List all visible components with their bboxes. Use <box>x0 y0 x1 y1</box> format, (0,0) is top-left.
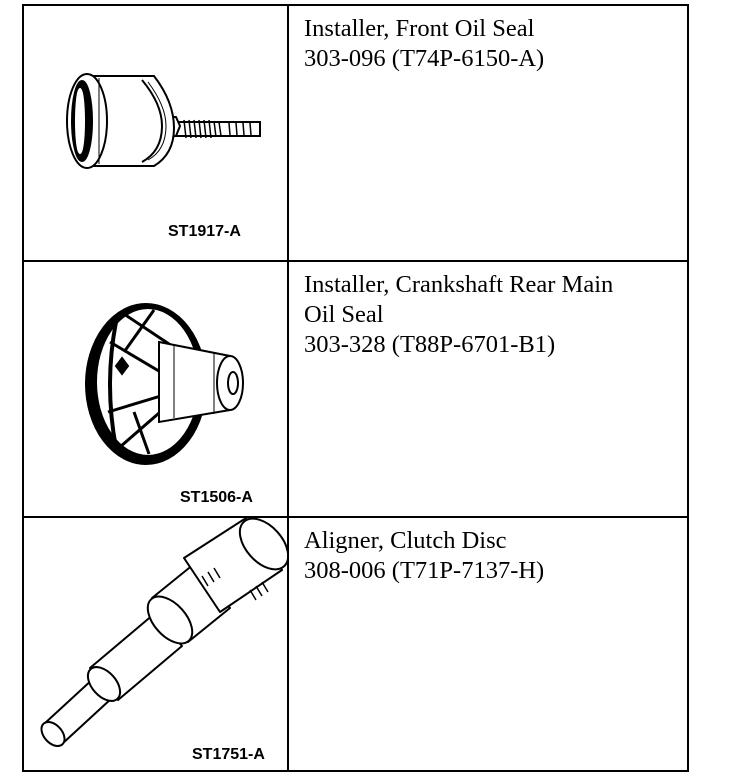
tool-figure-cell <box>24 262 289 516</box>
special-tools-table <box>22 4 689 772</box>
figure-code: ST1506-A <box>180 489 253 506</box>
clutch-disc-aligner-icon <box>24 518 287 768</box>
tool-name: Installer, Crankshaft Rear Main <box>304 271 614 298</box>
rear-main-oil-seal-installer-icon <box>24 262 287 516</box>
table-row <box>24 518 687 770</box>
front-oil-seal-installer-icon <box>24 6 287 260</box>
tool-description-cell <box>289 6 687 260</box>
tool-name: Installer, Front Oil Seal <box>304 15 535 42</box>
tool-name-continued: Oil Seal <box>304 301 384 328</box>
tool-number: 303-328 (T88P-6701-B1) <box>304 331 556 358</box>
figure-code: ST1917-A <box>168 223 241 240</box>
table-row <box>24 262 687 518</box>
table-row <box>24 6 687 262</box>
tool-name: Aligner, Clutch Disc <box>304 527 507 554</box>
figure-code: ST1751-A <box>192 746 265 763</box>
tool-figure-cell <box>24 518 289 770</box>
tool-figure-cell <box>24 6 289 260</box>
tool-description-cell <box>289 518 687 770</box>
tool-description-cell <box>289 262 687 516</box>
tool-number: 308-006 (T71P-7137-H) <box>304 557 545 584</box>
tool-number: 303-096 (T74P-6150-A) <box>304 45 545 72</box>
